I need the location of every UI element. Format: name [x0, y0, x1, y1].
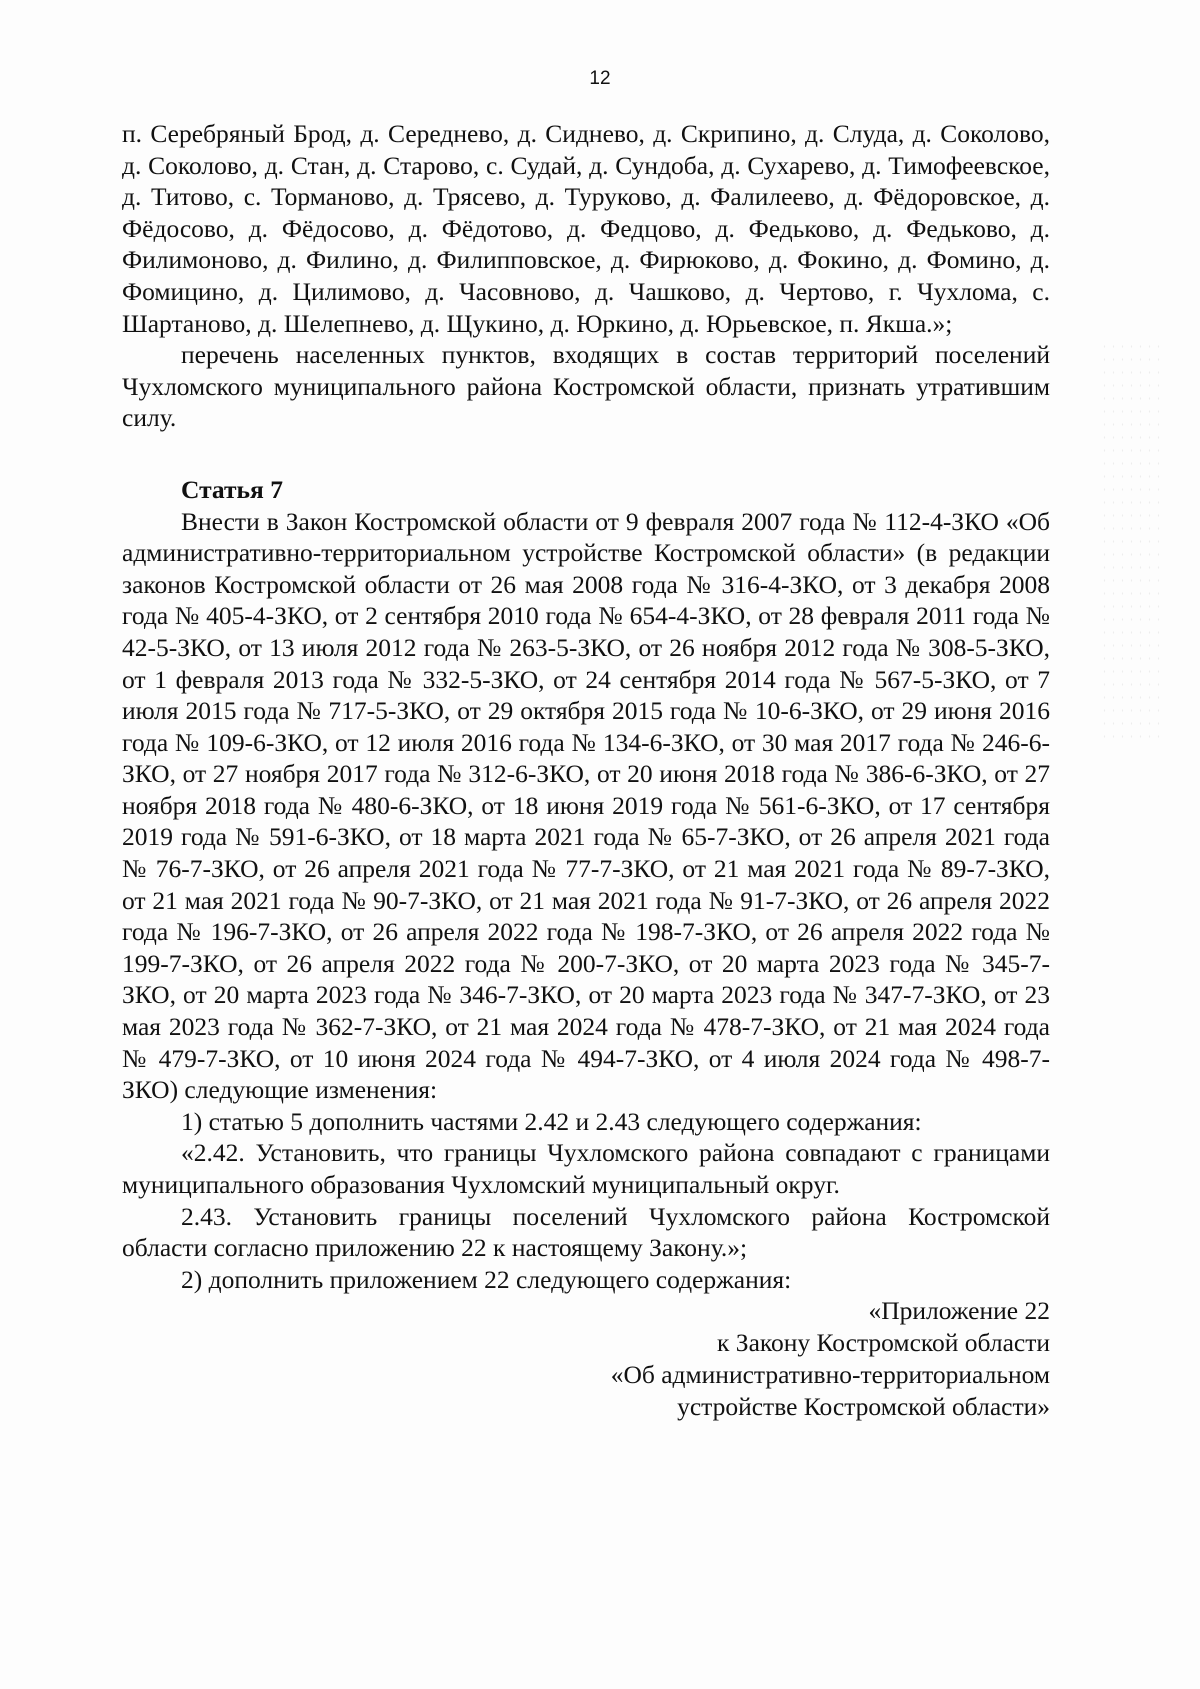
appendix-line-1: «Приложение 22	[868, 1296, 1050, 1326]
item-1-part-2-43: 2.43. Установить границы поселений Чухломского района Костромской области согласно приложению 22 к настоящему Закону.»;	[122, 1201, 1050, 1263]
item-1-part-2-42: «2.42. Установить, что границы Чухломского района совпадают с границами муниципального образования Чухломский муниципальный округ.	[122, 1138, 1050, 1199]
document-body	[122, 118, 1050, 1423]
article-heading: Статья 7	[181, 474, 283, 504]
item-2: 2) дополнить приложением 22 следующего содержания:	[181, 1264, 792, 1294]
page-number: 12	[589, 68, 611, 89]
repeal-paragraph: перечень населенных пунктов, входящих в состав территорий поселений Чухломского муниципального района Костромской области, признать утратившим силу.	[122, 340, 1050, 433]
appendix-line-2: к Закону Костромской области	[717, 1328, 1050, 1358]
item-1: 1) статью 5 дополнить частями 2.42 и 2.43 следующего содержания:	[181, 1106, 922, 1136]
appendix-line-3: «Об административно-территориальном	[610, 1360, 1050, 1390]
scan-noise	[1100, 340, 1160, 740]
settlement-list-paragraph: п. Серебряный Брод, д. Середнево, д. Сиднево, д. Скрипино, д. Слуда, д. Соколово, д. Соколово, д. Стан, д. Старово, с. Судай, д. Сундоба, д. Сухарево, д. Тимофеевское, д. Титово, с. Торманово, д. Трясево, д. Туруково, д. Фалилеево, д. Фёдоровское, д. Фёдосово, д. Фёдосово, д. Фёдотово, д. Федцово, д. Федьково, д. Федьково, д. Филимоново, д. Филино, д. Филипповское, д. Фирюково, д. Фокино, д. Фомино, д. Фомицино, д. Цилимово, д. Часовново, д. Чашково, д. Чертово, г. Чухлома, с. Шартаново, д. Шелепнево, д. Щукино, д. Юркино, д. Юрьевское, п. Якша.»;	[122, 119, 1050, 338]
appendix-line-4: устройстве Костромской области»	[677, 1392, 1050, 1422]
article-paragraph: Внести в Закон Костромской области от 9 февраля 2007 года № 112-4-ЗКО «Об административно-территориальном устройстве Костромской области» (в редакции законов Костромской области от 26 мая 2008 года № 316-4-ЗКО, от 3 декабря 2008 года № 405-4-ЗКО, от 2 сентября 2010 года № 654-4-ЗКО, от 28 февраля 2011 года № 42-5-ЗКО, от 13 июля 2012 года № 263-5-ЗКО, от 26 ноября 2012 года № 308-5-ЗКО, от 1 февраля 2013 года № 332-5-ЗКО, от 24 сентября 2014 года № 567-5-ЗКО, от 7 июля 2015 года № 717-5-ЗКО, от 29 октября 2015 года № 10-6-ЗКО, от 29 июня 2016 года № 109-6-ЗКО, от 12 июля 2016 года № 134-6-ЗКО, от 30 мая 2017 года № 246-6-ЗКО, от 27 ноября 2017 года № 312-6-ЗКО, от 20 июня 2018 года № 386-6-ЗКО, от 27 ноября 2018 года № 480-6-ЗКО, от 18 июня 2019 года № 561-6-ЗКО, от 17 сентября 2019 года № 591-6-ЗКО, от 18 марта 2021 года № 65-7-ЗКО, от 26 апреля 2021 года № 76-7-ЗКО, от 26 апреля 2021 года № 77-7-ЗКО, от 21 мая 2021 года № 89-7-ЗКО, от 21 мая 2021 года № 90-7-ЗКО, от 21 мая 2021 года № 91-7-ЗКО, от 26 апреля 2022 года № 196-7-ЗКО, от 26 апреля 2022 года № 198-7-ЗКО, от 26 апреля 2022 года № 199-7-ЗКО, от 26 апреля 2022 года № 200-7-ЗКО, от 20 марта 2023 года № 345-7-ЗКО, от 20 марта 2023 года № 346-7-ЗКО, от 20 марта 2023 года № 347-7-ЗКО, от 23 мая 2023 года № 362-7-ЗКО, от 21 мая 2024 года № 478-7-ЗКО, от 21 мая 2024 года № 479-7-ЗКО, от 10 июня 2024 года № 494-7-ЗКО, от 4 июля 2024 года № 498-7-ЗКО) следующие изменения:	[122, 506, 1050, 1105]
appendix-header	[122, 1295, 1050, 1423]
